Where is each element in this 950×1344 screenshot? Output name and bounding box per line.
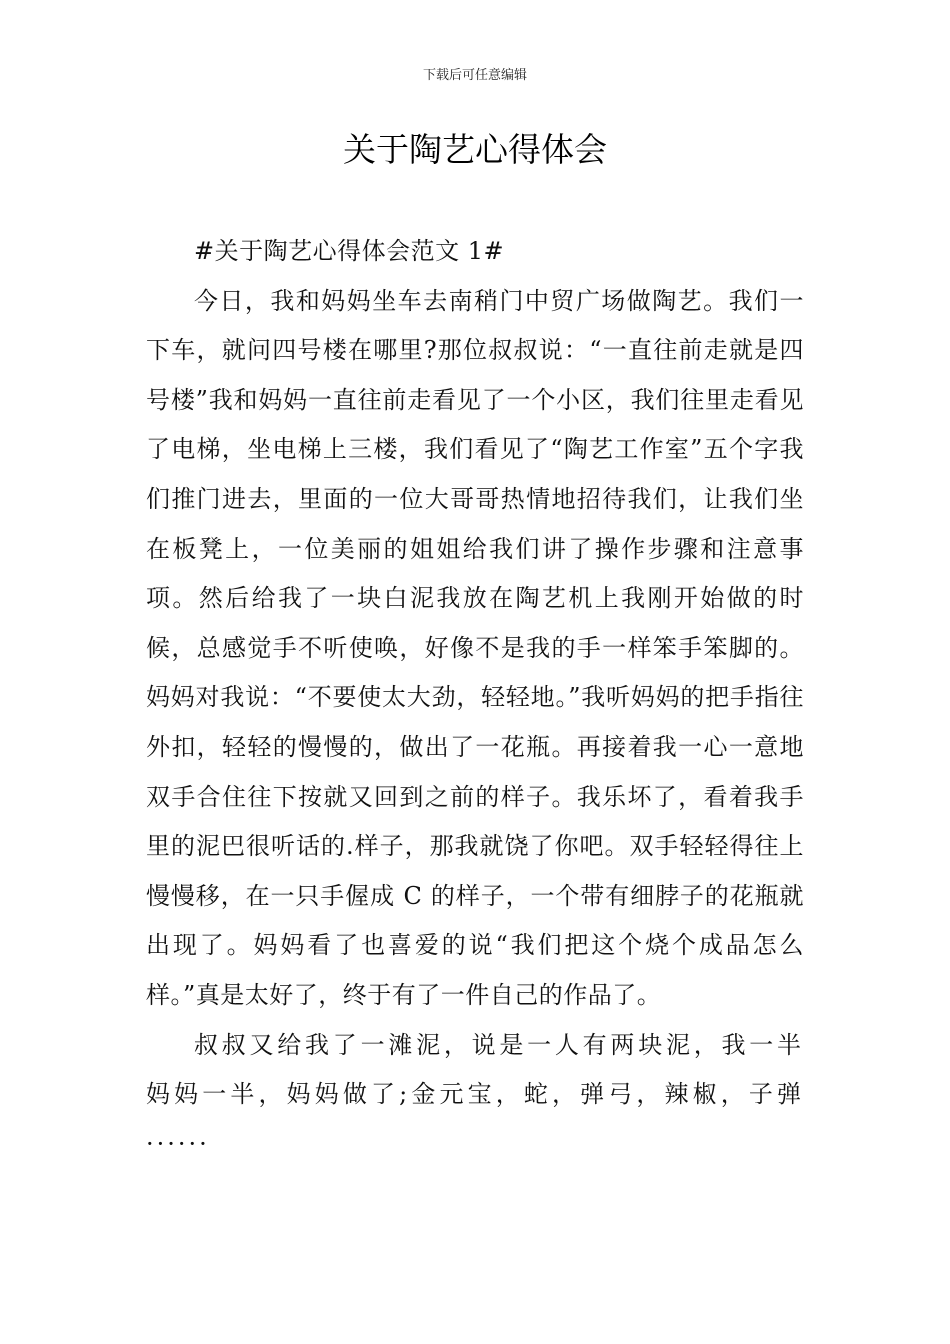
paragraph: 叔叔又给我了一滩泥，说是一人有两块泥，我一半妈妈一半，妈妈做了;金元宝，蛇，弹弓，辣椒，子弹······ xyxy=(146,1030,804,1158)
paragraph: 今日，我和妈妈坐车去南稍门中贸广场做陶艺。我们一下车，就问四号楼在哪里?那位叔叔说：“一直往前走就是四号楼”我和妈妈一直往前走看见了一个小区，我们往里走看见了电梯，坐电梯上三楼，我们看见了“陶艺工作室”五个字我们推门进去，里面的一位大哥哥热情地招待我们，让我们坐在板凳上，一位美丽的姐姐给我们讲了操作步骤和注意事项。然后给我了一块白泥我放在陶艺机上我刚开始做的时候，总感觉手不听使唤，好像不是我的手一样笨手笨脚的。妈妈对我说：“不要使太大劲，轻轻地。”我听妈妈的把手指往外扣，轻轻的慢慢的，做出了一花瓶。再接着我一心一意地双手合住往下按就又回到之前的样子。我乐坏了，看着我手里的泥巴很听话的.样子，那我就饶了你吧。双手轻轻得往上慢慢移，在一只手偓成 C 的样子，一个带有细脖子的花瓶就出现了。妈妈看了也喜爱的说“我们把这个烧个成品怎么样。”真是太好了，终于有了一件自己的作品了。 xyxy=(146,286,804,1009)
section-heading: #关于陶艺心得体会范文 1# xyxy=(194,237,505,265)
document-body xyxy=(146,227,804,1169)
page-header-note: 下载后可任意编辑 xyxy=(422,68,527,83)
document-title: 关于陶艺心得体会 xyxy=(343,130,607,169)
